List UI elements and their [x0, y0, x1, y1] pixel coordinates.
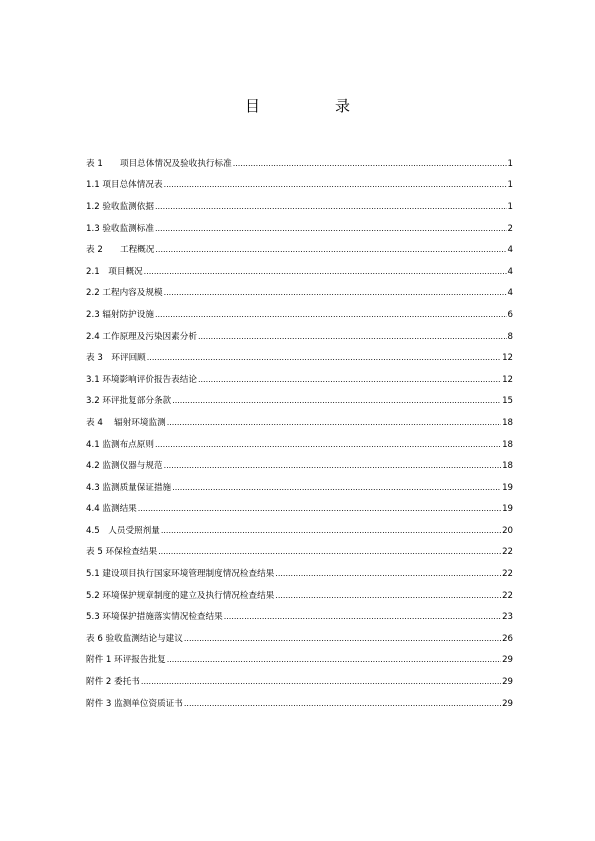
toc-leader-dots [198, 374, 501, 386]
toc-page-number: 1 [507, 158, 513, 169]
toc-entry[interactable] [86, 563, 513, 585]
toc-entry-label: 2.2 工程内容及规模 [86, 288, 163, 299]
toc-entry-label: 表 6 验收监测结论与建议 [86, 633, 183, 644]
toc-leader-dots [172, 482, 501, 494]
page-title: 目 录 [244, 97, 380, 115]
toc-entry[interactable] [86, 585, 513, 607]
toc-page-number: 2 [507, 223, 513, 234]
toc-entry[interactable] [86, 542, 513, 564]
toc-entry-label: 3.1 环境影响评价报告表结论 [86, 374, 197, 385]
toc-entry[interactable] [86, 455, 513, 477]
toc-entry-label: 5.1 建设项目执行国家环境管理制度情况检查结果 [86, 569, 275, 580]
toc-leader-dots [144, 266, 507, 278]
toc-leader-dots [275, 590, 501, 602]
toc-entry[interactable] [86, 304, 513, 326]
toc-page-number: 22 [502, 547, 513, 558]
toc-leader-dots [155, 223, 507, 235]
toc-entry[interactable] [86, 628, 513, 650]
toc-entry-label: 1.2 验收监测依据 [86, 201, 154, 212]
toc-leader-dots [184, 698, 501, 710]
toc-entry-label: 1.3 验收监测标准 [86, 223, 154, 234]
toc-leader-dots [158, 546, 501, 558]
toc-leader-dots [233, 158, 507, 170]
toc-entry-label: 4.2 监测仪器与规范 [86, 461, 163, 472]
toc-entry-label: 3.2 环评批复部分条款 [86, 396, 172, 407]
toc-page-number: 19 [502, 482, 513, 493]
toc-entry[interactable] [86, 283, 513, 305]
toc-page-number: 18 [502, 439, 513, 450]
toc-page-number: 19 [502, 504, 513, 515]
toc-entry[interactable] [86, 347, 513, 369]
toc-entry-label: 附件 1 环评报告批复 [86, 655, 166, 666]
toc-entry-label: 附件 2 委托书 [86, 677, 140, 688]
toc-entry[interactable] [86, 499, 513, 521]
toc-entry-label: 表 2 工程概况 [86, 245, 155, 256]
toc-page-number: 26 [502, 633, 513, 644]
toc-entry-label: 表 5 环保检查结果 [86, 547, 158, 558]
toc-entry-label: 2.1 项目概况 [86, 266, 143, 277]
toc-entry[interactable] [86, 412, 513, 434]
toc-page-number: 23 [502, 612, 513, 623]
toc-entry-label: 4.3 监测质量保证措施 [86, 482, 172, 493]
toc-leader-dots [275, 568, 501, 580]
table-of-contents [86, 153, 513, 714]
toc-entry[interactable] [86, 606, 513, 628]
toc-entry-label: 4.4 监测结果 [86, 504, 137, 515]
toc-page-number: 18 [502, 417, 513, 428]
toc-entry[interactable] [86, 218, 513, 240]
toc-entry[interactable] [86, 520, 513, 542]
toc-entry[interactable] [86, 477, 513, 499]
toc-page-number: 12 [502, 374, 513, 385]
toc-entry-label: 表 3 环评回顾 [86, 353, 146, 364]
toc-leader-dots [172, 395, 501, 407]
toc-page-number: 6 [507, 309, 513, 320]
toc-page-number: 29 [502, 655, 513, 666]
toc-leader-dots [164, 287, 507, 299]
toc-page-number: 8 [507, 331, 513, 342]
toc-leader-dots [155, 439, 501, 451]
toc-page-number: 4 [507, 266, 513, 277]
toc-page-number: 18 [502, 461, 513, 472]
toc-entry[interactable] [86, 326, 513, 348]
toc-page-number: 29 [502, 698, 513, 709]
toc-leader-dots [138, 503, 501, 515]
toc-entry-label: 2.3 辐射防护设施 [86, 309, 154, 320]
toc-leader-dots [161, 525, 501, 537]
toc-page-number: 29 [502, 677, 513, 688]
toc-page-number: 4 [507, 288, 513, 299]
toc-entry-label: 5.2 环境保护规章制度的建立及执行情况检查结果 [86, 590, 275, 601]
toc-page-number: 22 [502, 590, 513, 601]
toc-leader-dots [155, 201, 507, 213]
toc-entry[interactable] [86, 671, 513, 693]
toc-entry-label: 附件 3 监测单位资质证书 [86, 698, 183, 709]
toc-leader-dots [167, 417, 501, 429]
toc-entry-label: 表 1 项目总体情况及验收执行标准 [86, 158, 232, 169]
toc-entry[interactable] [86, 196, 513, 218]
toc-entry-label: 表 4 辐射环境监测 [86, 417, 166, 428]
toc-page-number: 20 [502, 525, 513, 536]
toc-leader-dots [164, 460, 502, 472]
toc-leader-dots [155, 244, 506, 256]
toc-entry[interactable] [86, 175, 513, 197]
toc-entry-label: 1.1 项目总体情况表 [86, 180, 163, 191]
toc-page-number: 1 [507, 201, 513, 212]
toc-entry-label: 4.5 人员受照剂量 [86, 525, 160, 536]
toc-entry[interactable] [86, 153, 513, 175]
toc-leader-dots [155, 309, 507, 321]
toc-entry-label: 4.1 监测布点原则 [86, 439, 154, 450]
toc-leader-dots [167, 654, 501, 666]
toc-page-number: 12 [502, 353, 513, 364]
toc-page-number: 1 [507, 180, 513, 191]
toc-entry[interactable] [86, 693, 513, 715]
toc-entry-label: 2.4 工作原理及污染因素分析 [86, 331, 197, 342]
toc-leader-dots [184, 633, 501, 645]
toc-page-number: 22 [502, 569, 513, 580]
toc-entry-label: 5.3 环境保护措施落实情况检查结果 [86, 612, 223, 623]
toc-entry[interactable] [86, 369, 513, 391]
toc-entry[interactable] [86, 650, 513, 672]
toc-leader-dots [164, 179, 507, 191]
toc-entry[interactable] [86, 434, 513, 456]
toc-page-number: 15 [502, 396, 513, 407]
toc-leader-dots [141, 676, 501, 688]
toc-entry[interactable] [86, 391, 513, 413]
toc-leader-dots [224, 611, 501, 623]
toc-page-number: 4 [507, 245, 513, 256]
toc-leader-dots [198, 331, 507, 343]
toc-entry[interactable] [86, 261, 513, 283]
toc-entry[interactable] [86, 239, 513, 261]
toc-leader-dots [147, 352, 501, 364]
